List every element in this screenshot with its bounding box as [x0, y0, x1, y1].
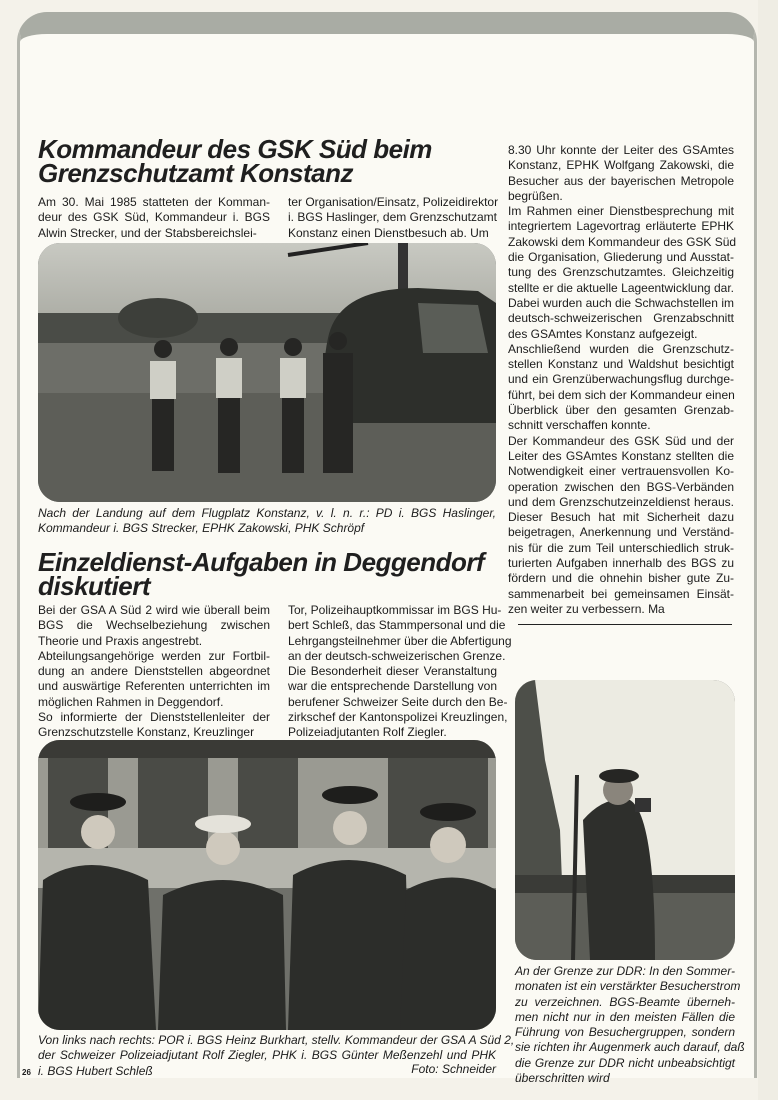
title-line: Einzeldienst-Aufgaben in Deggendorf	[38, 547, 485, 577]
text-line: Grenzschutzstelle Konstanz, Kreuzlinger	[38, 725, 255, 740]
text-line: zen weiter zu verbessern. Ma	[508, 601, 665, 616]
page-number: 26	[22, 1068, 31, 1077]
text-line: deur des GSK Süd, Kommandeur i. BGS	[38, 210, 270, 225]
text-line: bert Schleß, das Stammpersonal und die	[288, 618, 506, 633]
text-line: Besucher aus der bayerischen Metropole	[508, 173, 734, 188]
text-line: und auswärtige Referenten unterrichten im	[38, 679, 270, 694]
border-guard-photo-caption	[515, 964, 745, 1086]
text-line: Konstanz einen Dienstbesuch ab. Um	[288, 225, 489, 240]
article2-column-2	[288, 603, 512, 741]
text-line: Notwendigkeit einer vertrauensvollen Ko-	[508, 464, 734, 479]
text-line: men nicht nur in den meisten Fällen die	[515, 1009, 735, 1024]
text-line: i. BGS Hubert Schleß	[38, 1063, 153, 1078]
text-line: Lehrgangsteilnehmer über die Abfertigung	[288, 633, 512, 648]
text-line: Alwin Strecker, und der Stabsbereichslei-	[38, 225, 257, 240]
text-line: Theorie und Praxis angestrebt.	[38, 633, 203, 648]
page-edge	[758, 0, 778, 1100]
text-line: Von links nach rechts: POR i. BGS Heinz Burkhart, stellv. Kommandeur der GSA A Süd 2,	[38, 1033, 515, 1047]
article1-column-3	[508, 143, 737, 617]
text-line: turierten Aufgaben innerhalb des BGS zu	[508, 556, 734, 571]
text-line: monaten ist ein verstärkter Besucherstrom	[515, 979, 741, 994]
text-line: deutsch-schweizerischen Grenzabschnitt	[508, 311, 734, 326]
text-line: Kommandeur i. BGS Strecker, EPHK Zakowski, PHK Schröpf	[38, 521, 365, 536]
text-line: überschritten wird	[515, 1071, 610, 1086]
text-line: Bei der GSA A Süd 2 wird wie überall beim	[38, 603, 270, 617]
text-line: 8.30 Uhr konnte der Leiter des GSAmtes	[508, 143, 734, 157]
text-line: stellte er die aktuelle Lageentwicklung dar.	[508, 280, 734, 295]
text-line: i. BGS Haslinger, dem Grenzschutzamt	[288, 210, 497, 225]
divider-line	[518, 624, 732, 625]
text-line: integriertem Lagevortrag erläuterte EPHK	[508, 219, 734, 234]
text-line: Konstanz, EPHK Wolfgang Zakowski, die	[508, 158, 734, 173]
text-line: und ein Grenzüberwachungsflug durchge-	[508, 372, 734, 387]
text-line: die Grenze zur DDR nicht unbeabsichtigt	[515, 1055, 735, 1070]
text-line: zirkschef der Kantonspolizei Kreuzlingen,	[288, 710, 508, 725]
text-line: Tor, Polizeihauptkommissar im BGS Hu-	[288, 603, 502, 617]
text-line: war die entsprechende Darstellung von	[288, 679, 497, 694]
text-line: operation zwischen den BGS-Verbänden	[508, 479, 734, 494]
title-line: diskutiert	[38, 571, 151, 601]
text-line: An der Grenze zur DDR: In den Sommer-	[515, 964, 735, 978]
helicopter-photo-caption	[38, 506, 496, 537]
text-line: des GSAmtes Konstanz aufgezeigt.	[508, 326, 698, 341]
text-line: zu verzeichnen. BGS-Beamte überneh-	[515, 994, 735, 1009]
text-line: Am 30. Mai 1985 statteten der Komman-	[38, 195, 270, 209]
article2-title	[38, 547, 485, 601]
text-line: begrüßen.	[508, 188, 563, 203]
text-line: Führung von Besuchergruppen, sondern	[515, 1025, 735, 1040]
officers-group-photo	[38, 740, 496, 1030]
text-line: schnitt verschaffen konnte.	[508, 418, 651, 433]
text-line: ter Organisation/Einsatz, Polizeidirektor	[288, 195, 499, 209]
article1-title	[38, 134, 432, 188]
text-line: Nach der Landung auf dem Flugplatz Konstanz, v. l. n. r.: PD i. BGS Haslinger,	[38, 506, 496, 520]
text-line: Im Rahmen einer Dienstbesprechung mit	[508, 204, 734, 219]
article2-column-1	[38, 603, 270, 741]
title-line: Grenzschutzamt Konstanz	[38, 158, 353, 188]
text-line: Zakowski dem Kommandeur des GSK Süd	[508, 234, 737, 249]
text-line: Anschließend wurden die Grenzschutz-	[508, 341, 734, 356]
text-line: Die Besonderheit dieser Veranstaltung	[288, 664, 497, 679]
text-line: die Organisation, Gliederung und Ausstat-	[508, 250, 734, 265]
text-line: beigetragen, Anerkennung und Verständ-	[508, 525, 734, 540]
title-line: Kommandeur des GSK Süd beim	[38, 134, 432, 164]
article1-column-2	[288, 195, 497, 241]
text-line: Abteilungsangehörige werden zur Fortbil-	[38, 648, 270, 663]
text-line: Überblick über den gesamten Grenzab-	[508, 403, 734, 418]
text-line: fördern und die ohnehin bisher gute Zu-	[508, 571, 734, 586]
text-line: stellen Konstanz und Waldshut besichtigt	[508, 357, 734, 372]
text-line: BGS die Wechselbeziehung zwischen	[38, 618, 270, 633]
text-line: berufener Schweizer Seite durch den Be-	[288, 694, 508, 709]
text-line: Polizeiadjutanten Rolf Ziegler.	[288, 725, 447, 740]
border-guard-photo	[515, 680, 735, 960]
text-line: möglichen Rahmen in Deggendorf.	[38, 694, 224, 709]
text-line: an der deutsch-schweizerischen Grenze.	[288, 648, 506, 663]
text-line: und dem Grenzschutzeinzeldienst heraus.	[508, 494, 734, 509]
text-line: sammenarbeit bei gemeinsamen Einsät-	[508, 586, 734, 601]
text-line: der Schweizer Polizeiadjutant Rolf Ziegler, PHK i. BGS Günter Meßenzehl und PHK	[38, 1048, 496, 1063]
text-line: Dabei wurden auch die Schwachstellen im	[508, 295, 734, 310]
text-line: führt, bei dem sich der Kommandeur einen	[508, 387, 735, 402]
text-line: So informierte der Dienststellenleiter der	[38, 710, 270, 725]
text-line: sie richten ihr Augenmerk auch darauf, daß	[515, 1040, 745, 1055]
text-line: Leiter des GSAmtes Konstanz stellten die	[508, 448, 734, 463]
text-line: nis für die zum Teil unterschiedlich struk-	[508, 540, 734, 555]
text-line: tung des Grenzschutzamtes. Gleichzeitig	[508, 265, 734, 280]
photo-credit: Foto: Schneider	[411, 1062, 496, 1076]
article1-column-1	[38, 195, 270, 241]
text-line: Dieser Besuch hat mit Sicherheit dazu	[508, 510, 734, 525]
text-line: Der Kommandeur des GSK Süd und der	[508, 433, 734, 448]
helicopter-photo	[38, 243, 496, 502]
text-line: dung an andere Dienststellen abgeordnet	[38, 664, 270, 679]
